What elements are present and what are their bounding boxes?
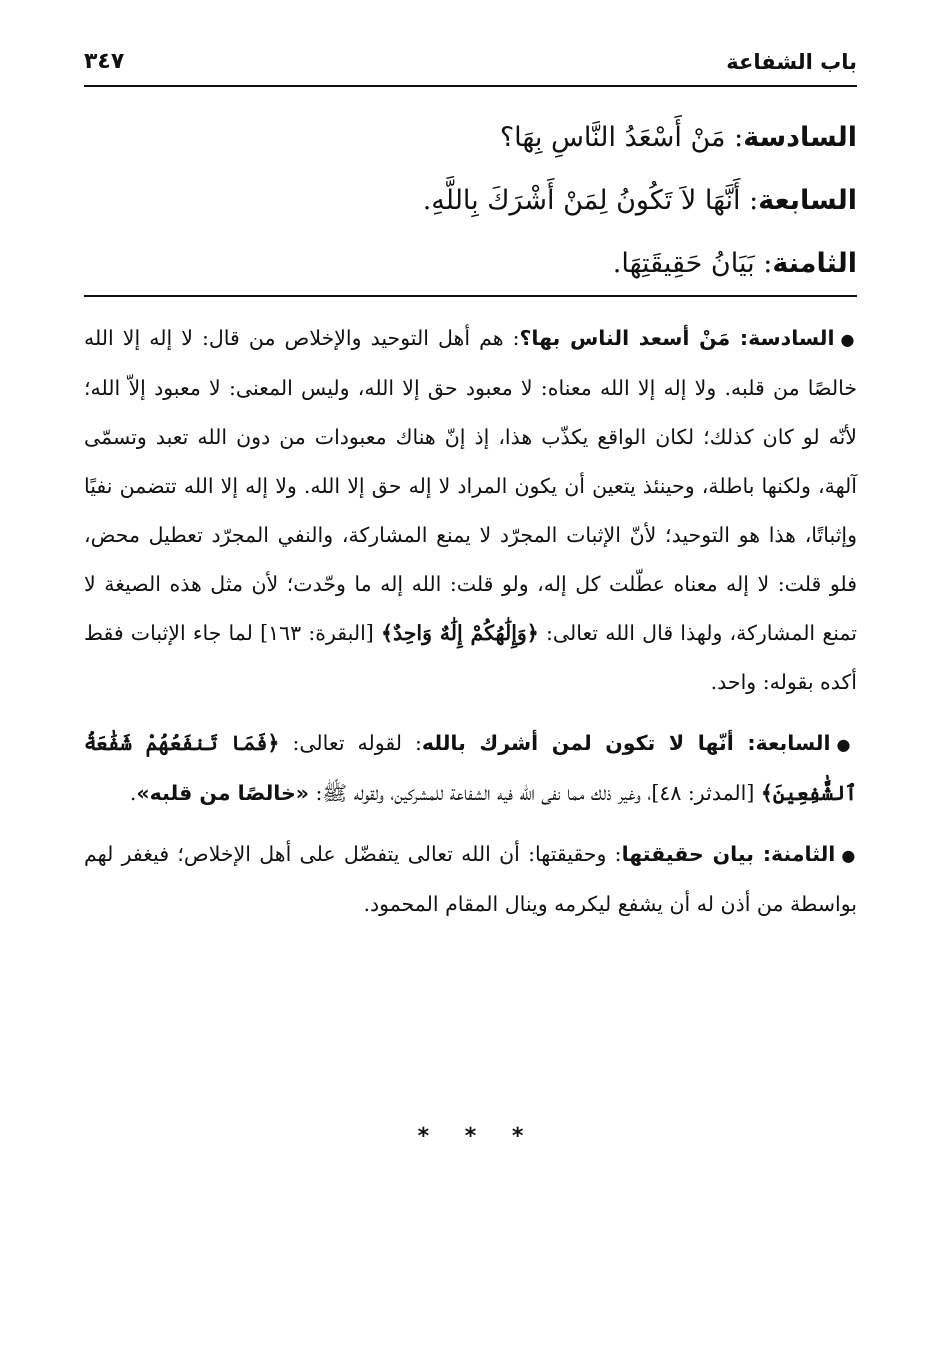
section-divider bbox=[84, 295, 857, 297]
matn-line-eighth: الثامنة: بَيَانُ حَقِيقَتِهَا. bbox=[612, 248, 857, 279]
paragraph-text: : هم أهل التوحيد والإخلاص من قال: لا إله إلا الله خالصًا من قلبه. ولا إله إلا الله معناه: لا معبود حق إلا الله، وليس المعنى: لا معبود إلاّ الله؛ لأنّه لو كان كذلك؛ لكان الواقع يكذّب هذا، إذ إنّ هناك معبودات من دون الله تعبد وتسمّى آلهة، ولكنها باطلة، وحينئذ يتعين أن يكون المراد لا إله حق إلا الله. ولا إله إلا الله تتضمن نفيًا وإثباتًا، هذا هو التوحيد؛ لأنّ الإثبات المجرّد لا يمنع المشاركة، والنفي المجرّد تعطيل محض، فلو قلت: لا إله معناه عطّلت كل إله، ولو قلت: الله إله ما وحّدت؛ لأن مثل هذه الصيغة لا تمنع المشاركة، ولهذا قال الله تعالى: bbox=[84, 326, 857, 645]
matn-text: بَيَانُ حَقِيقَتِهَا. bbox=[612, 248, 755, 279]
paragraph-text: لما جاء الإثبات فقط أكده بقوله: واحد. bbox=[84, 621, 857, 694]
paragraph-text: : لقوله تعالى: bbox=[292, 731, 422, 755]
paragraph-heading: السابعة: أنّها لا تكون لمن أشرك بالله bbox=[421, 731, 831, 755]
chapter-title: باب الشفاعة bbox=[726, 50, 857, 74]
commentary-paragraph-seventh bbox=[84, 719, 857, 818]
verse-reference: [البقرة: ١٦٣] bbox=[260, 621, 374, 645]
matn-label: الثامنة bbox=[772, 248, 857, 279]
bullet-icon: ● bbox=[841, 846, 858, 865]
matn-line-seventh: السابعة: أَنَّهَا لاَ تَكُونُ لِمَنْ أَشْرَكَ بِاللَّهِ. bbox=[422, 185, 857, 216]
paragraph-end: . bbox=[129, 781, 137, 805]
paragraph-heading: الثامنة: بيان حقيقتها bbox=[621, 842, 836, 866]
book-page bbox=[84, 0, 857, 1358]
paragraph-heading: السادسة: مَنْ أسعد الناس بها؟ bbox=[519, 326, 835, 350]
commentary-paragraph-sixth bbox=[84, 314, 857, 707]
matn-text: مَنْ أَسْعَدُ النَّاسِ بِهَا؟ bbox=[499, 122, 726, 153]
header-rule bbox=[84, 85, 857, 87]
quran-verse: ﴿فَمَا تَنفَعُهُمْ شَفَٰعَةُ ٱلشَّٰفِعِينَ﴾ bbox=[84, 731, 857, 805]
matn-line-sixth: السادسة: مَنْ أَسْعَدُ النَّاسِ بِهَا؟ bbox=[499, 122, 857, 153]
section-end-stars: * * * bbox=[417, 1124, 524, 1149]
quran-verse: ﴿وَإِلَٰهُكُمْ إِلَٰهٌ وَاحِدٌ﴾ bbox=[380, 621, 539, 645]
hadith-quote: «خالصًا من قلبه» bbox=[136, 781, 309, 805]
bullet-icon: ● bbox=[836, 735, 857, 754]
paragraph-text: ، وغير ذلك مما نفى الله فيه الشفاعة للمشركين، ولقوله ﷺ: bbox=[315, 781, 652, 805]
matn-label: السادسة bbox=[743, 122, 857, 153]
paragraph-text: : وحقيقتها: أن الله تعالى يتفضّل على أهل الإخلاص؛ فيغفر لهم بواسطة من أذن له أن يشفع ليكرمه وينال المقام المحمود. bbox=[84, 842, 857, 916]
matn-label: السابعة bbox=[758, 185, 857, 216]
bullet-icon: ● bbox=[840, 330, 858, 349]
commentary-section bbox=[84, 314, 857, 941]
commentary-paragraph-eighth bbox=[84, 830, 857, 929]
matn-section bbox=[84, 106, 857, 295]
matn-text: أَنَّهَا لاَ تَكُونُ لِمَنْ أَشْرَكَ بِاللَّهِ. bbox=[422, 185, 741, 216]
verse-reference: [المدثر: ٤٨] bbox=[651, 781, 755, 805]
page-number: ٣٤٧ bbox=[84, 49, 125, 74]
page-header bbox=[84, 28, 857, 74]
